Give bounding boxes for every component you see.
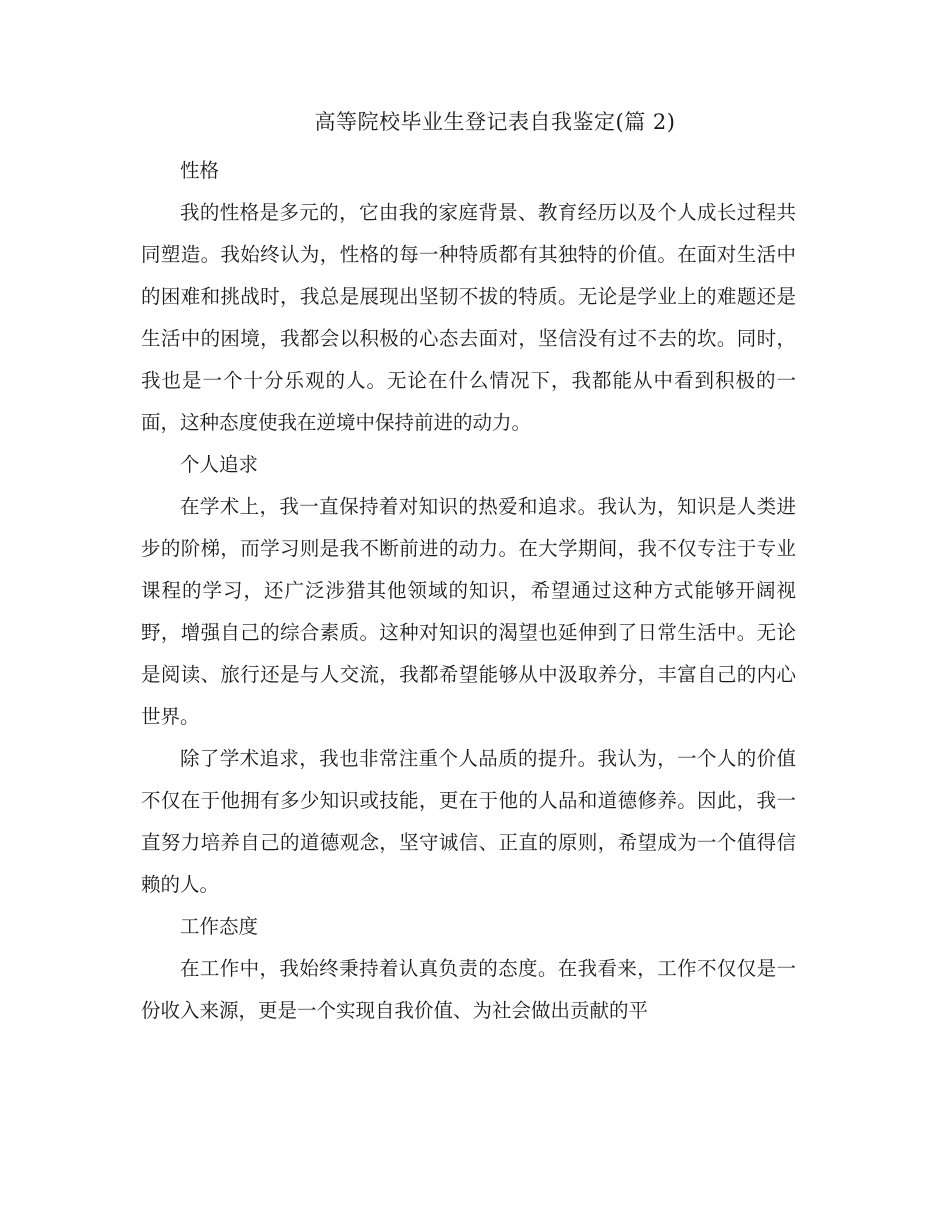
section-heading: 个人追求 — [180, 453, 259, 476]
paragraph: 我的性格是多元的，它由我的家庭背景、教育经历以及个人成长过程共同塑造。我始终认为，性格的每一种特质都有其独特的价值。在面对生活中的困难和挑战时，我总是展现出坚韧不拔的特质。无论是学业上的难题还是生活中的困境，我都会以积极的心态去面对，坚信没有过不去的坎。同时，我也是一个十分乐观的人。无论在什么情况下，我都能从中看到积极的一面，这种态度使我在逆境中保持前进的动力。 — [141, 201, 796, 434]
document-title: 高等院校毕业生登记表自我鉴定(篇 2) — [314, 110, 676, 134]
document-body — [141, 150, 796, 1032]
paragraph: 除了学术追求，我也非常注重个人品质的提升。我认为，一个人的价值不仅在于他拥有多少知识或技能，更在于他的人品和道德修养。因此，我一直努力培养自己的道德观念，坚守诚信、正直的原则，希望成为一个值得信赖的人。 — [141, 747, 796, 896]
paragraph: 在工作中，我始终秉持着认真负责的态度。在我看来，工作不仅仅是一份收入来源，更是一个实现自我价值、为社会做出贡献的平 — [141, 957, 796, 1022]
paragraph: 在学术上，我一直保持着对知识的热爱和追求。我认为，知识是人类进步的阶梯，而学习则是我不断前进的动力。在大学期间，我不仅专注于专业课程的学习，还广泛涉猎其他领域的知识，希望通过这种方式能够开阔视野，增强自己的综合素质。这种对知识的渴望也延伸到了日常生活中。无论是阅读、旅行还是与人交流，我都希望能够从中汲取养分，丰富自己的内心世界。 — [141, 495, 796, 728]
section-heading: 工作态度 — [180, 915, 259, 938]
section-heading: 性格 — [180, 159, 220, 182]
